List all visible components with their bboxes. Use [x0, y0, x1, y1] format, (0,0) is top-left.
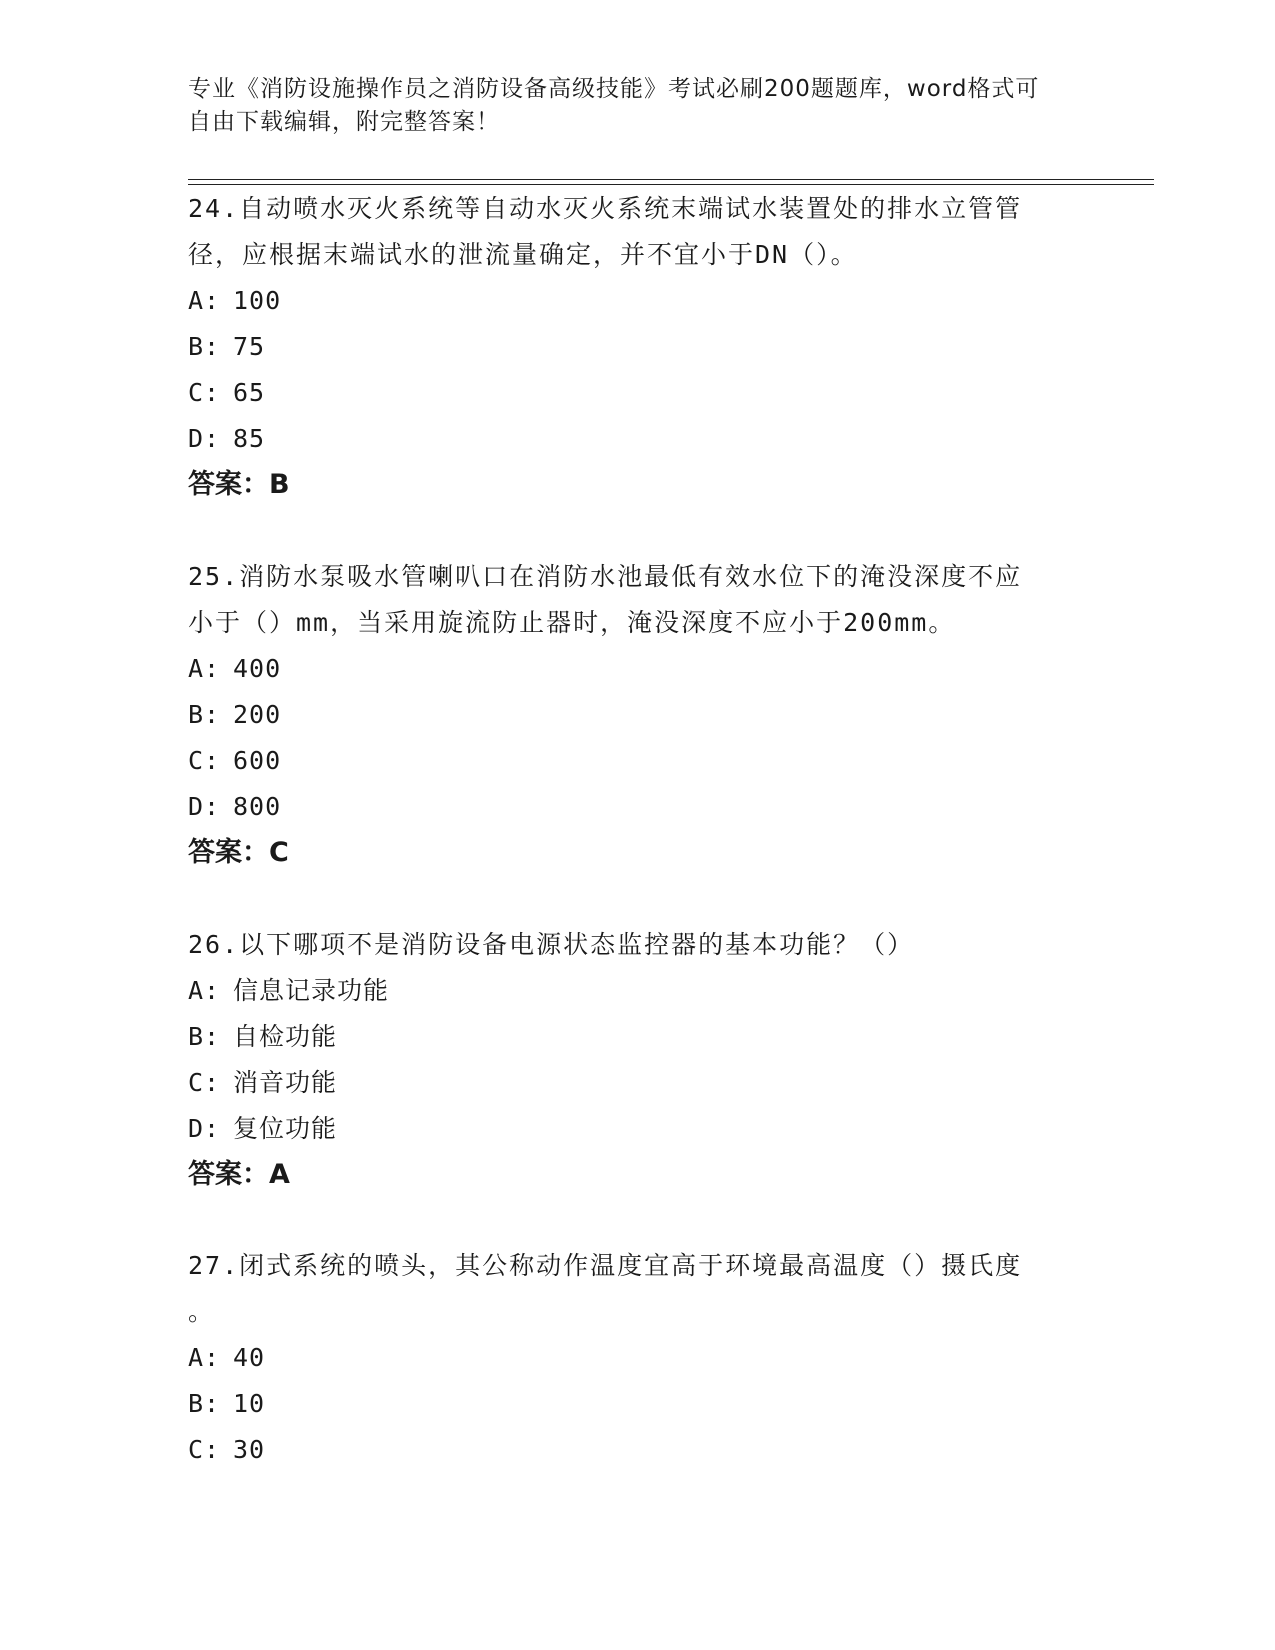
document-header	[188, 73, 1088, 139]
option-text: 30	[233, 1435, 266, 1464]
option-text: 600	[233, 746, 282, 775]
option-text: 自检功能	[233, 1022, 338, 1051]
question-stem-line: 24.自动喷水灭火系统等自动水灭火系统末端试水装置处的排水立管管	[188, 194, 1023, 223]
option-d	[188, 784, 1088, 830]
question-stem-line: 27.闭式系统的喷头，其公称动作温度宜高于环境最高温度（）摄氏度	[188, 1251, 1023, 1280]
option-a	[188, 1335, 1088, 1381]
option-c	[188, 1427, 1088, 1473]
option-letter: B:	[188, 332, 221, 361]
option-text: 75	[233, 332, 266, 361]
question-stem-line: 小于（）mm，当采用旋流防止器时，淹没深度不应小于200mm。	[188, 608, 956, 637]
option-b	[188, 692, 1088, 738]
answer-line: 答案：B	[188, 469, 290, 500]
option-c	[188, 1060, 1088, 1106]
answer-line: 答案：C	[188, 837, 289, 868]
option-letter: B:	[188, 1022, 221, 1051]
question-stem-line: 26.以下哪项不是消防设备电源状态监控器的基本功能？（）	[188, 930, 915, 959]
option-text: 800	[233, 792, 282, 821]
option-letter: C:	[188, 1068, 221, 1097]
option-letter: C:	[188, 746, 221, 775]
option-letter: A:	[188, 654, 221, 683]
option-text: 40	[233, 1343, 266, 1372]
answer-line: 答案：A	[188, 1159, 290, 1190]
option-letter: A:	[188, 1343, 221, 1372]
option-b	[188, 324, 1088, 370]
option-letter: D:	[188, 424, 221, 453]
option-letter: C:	[188, 378, 221, 407]
option-a	[188, 278, 1088, 324]
option-letter: B:	[188, 700, 221, 729]
option-text: 信息记录功能	[233, 976, 390, 1005]
question-stem-line: 径，应根据末端试水的泄流量确定，并不宜小于DN（）。	[188, 240, 858, 269]
question-26	[188, 922, 1088, 1198]
header-divider-top	[188, 179, 1154, 180]
option-letter: A:	[188, 286, 221, 315]
option-text: 85	[233, 424, 266, 453]
question-24	[188, 186, 1088, 508]
header-line-2: 自由下载编辑，附完整答案！	[188, 109, 500, 135]
option-text: 400	[233, 654, 282, 683]
option-c	[188, 370, 1088, 416]
option-c	[188, 738, 1088, 784]
option-text: 65	[233, 378, 266, 407]
option-d	[188, 1106, 1088, 1152]
option-text: 100	[233, 286, 282, 315]
option-text: 200	[233, 700, 282, 729]
option-a	[188, 646, 1088, 692]
header-divider-bottom	[188, 184, 1154, 185]
option-text: 10	[233, 1389, 266, 1418]
option-letter: C:	[188, 1435, 221, 1464]
question-stem-line: 25.消防水泵吸水管喇叭口在消防水池最低有效水位下的淹没深度不应	[188, 562, 1023, 591]
option-text: 复位功能	[233, 1114, 338, 1143]
header-line-1: 专业《消防设施操作员之消防设备高级技能》考试必刷200题题库，word格式可	[188, 76, 1040, 102]
option-letter: A:	[188, 976, 221, 1005]
option-text: 消音功能	[233, 1068, 338, 1097]
option-letter: B:	[188, 1389, 221, 1418]
option-d	[188, 416, 1088, 462]
option-a	[188, 968, 1088, 1014]
question-stem-line: 。	[188, 1297, 216, 1326]
question-27	[188, 1243, 1088, 1473]
option-b	[188, 1381, 1088, 1427]
option-b	[188, 1014, 1088, 1060]
option-letter: D:	[188, 1114, 221, 1143]
question-25	[188, 554, 1088, 876]
option-letter: D:	[188, 792, 221, 821]
